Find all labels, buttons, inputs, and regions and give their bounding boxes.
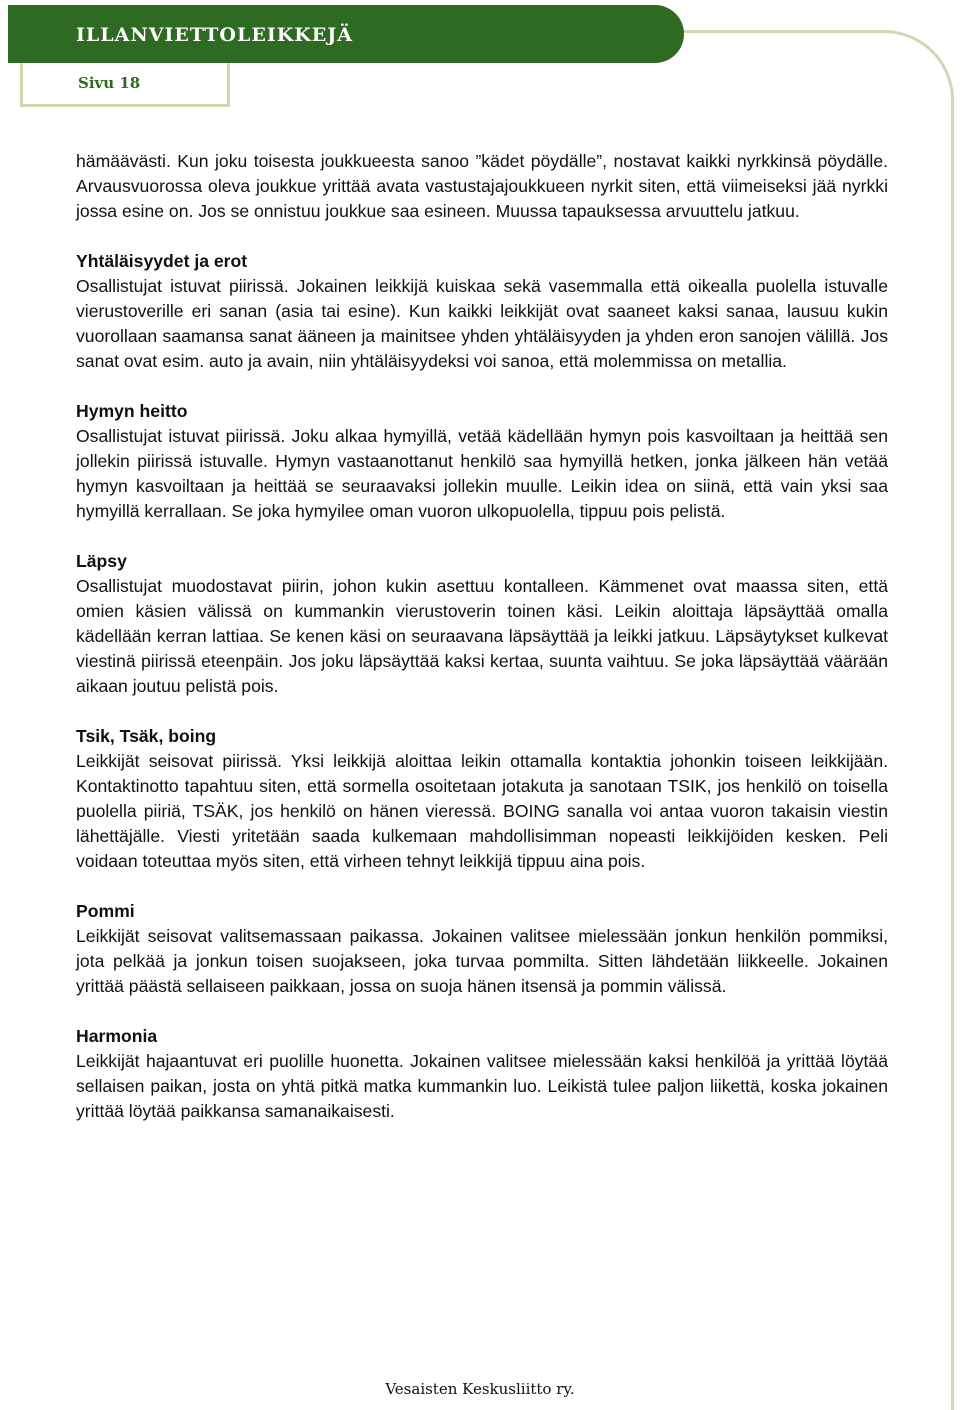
section-heading: Pommi [76,901,135,921]
page-number: Sivu 18 [78,74,141,92]
section-text: Osallistujat muodostavat piirin, johon kukin asettuu kontalleen. Kämmenet ovat maassa siten, että omien käsien välissä on kummankin vierustoverin toinen käsi. Leikin aloittaja läpsäyttää omalla kädellään kerran lattiaa. Se kenen käsi on seuraavana läpsäyttää ja leikki jatkuu. Läpsäytykset kulkevat viestinä piirissä eteenpäin. Jos joku läpsäyttää kaksi kertaa, suunta vaihtuu. Se joka läpsäyttää väärään aikaan joutuu pelistä pois. [76,576,888,696]
section-lapsy [76,549,888,699]
section-hymyn-heitto [76,399,888,524]
document-title: ILLANVIETTOLEIKKEJÄ [76,24,353,46]
section-harmonia [76,1024,888,1124]
section-text: Osallistujat istuvat piirissä. Joku alkaa hymyillä, vetää kädellään hymyn pois kasvoiltaan ja heittää sen jollekin piirissä istuvalle. Hymyn vastaanottanut henkilö saa hymyillä hetken, jonka jälkeen hän vetää hymyn kasvoiltaan ja heittää se seuraavaksi jollekin muulle. Leikin idea on siinä, että vain yksi saa hymyillä kerrallaan. Se joka hymyilee oman vuoron ulkopuolella, tippuu pois pelistä. [76,426,888,521]
section-text: Osallistujat istuvat piirissä. Jokainen leikkijä kuiskaa sekä vasemmalla että oikealla puolella istuvalle vierustoverille eri sanan (asia tai esine). Kun kaikki leikkijät ovat saaneet kaksi sanaa, lausuu kukin vuorollaan saamansa sanat ääneen ja mainitsee yhden yhtäläisyyden ja yhden eron sanojen välillä. Jos sanat ovat esim. auto ja avain, niin yhtäläisyydeksi voi sanoa, että molemmissa on metallia. [76,276,888,371]
section-heading: Tsik, Tsäk, boing [76,726,217,746]
section-text: Leikkijät seisovat piirissä. Yksi leikkijä aloittaa leikin ottamalla kontaktia johonkin toiseen leikkijään. Kontaktinotto tapahtuu siten, että sormella osoitetaan jotakuta ja sanotaan TSIK, jos henkilö on toisella puolella piiriä, TSÄK, jos henkilö on hänen vieressä. BOING sanalla voi antaa vuoron takaisin viestin lähettäjälle. Viesti yritetään saada kulkemaan mahdollisimman nopeasti leikkijöiden kesken. Peli voidaan toteuttaa myös siten, että virheen tehnyt leikkijä tippuu aina pois. [76,751,888,871]
section-heading: Hymyn heitto [76,401,188,421]
section-yhtalaisyydet [76,249,888,374]
footer-organization: Vesaisten Keskusliitto ry. [385,1380,575,1398]
section-heading: Harmonia [76,1026,158,1046]
intro-paragraph: hämäävästi. Kun joku toisesta joukkueesta sanoo ”kädet pöydälle”, nostavat kaikki nyrkkinsä pöydälle. Arvausvuorossa oleva joukkue yrittää avata vastustajajoukkueen nyrkit siten, että viimeiseksi jää nyrkki jossa esine on. Jos se onnistuu joukkue saa esineen. Muussa tapauksessa arvuuttelu jatkuu. [76,151,888,221]
document-body [76,149,888,1124]
header-bar [8,5,684,63]
section-heading: Yhtäläisyydet ja erot [76,251,248,271]
section-pommi [76,899,888,999]
section-heading: Läpsy [76,551,127,571]
section-text: Leikkijät seisovat valitsemassaan paikassa. Jokainen valitsee mielessään jonkun henkilön pommiksi, jota pelkää ja jonkun toisen suojakseen, joka turvaa pommilta. Sitten lähdetään liikkeelle. Jokainen yrittää päästä sellaiseen paikkaan, jossa on suoja hänen itsensä ja pommin välissä. [76,926,888,996]
page-number-tab [20,63,230,107]
section-text: Leikkijät hajaantuvat eri puolille huonetta. Jokainen valitsee mielessään kaksi henkilöä ja yrittää löytää sellaisen paikan, josta on yhtä pitkä matka kummankin luo. Leikistä tulee paljon liikettä, koska jokainen yrittää löytää paikkansa samanaikaisesti. [76,1051,888,1121]
section-tsik-tsak-boing [76,724,888,874]
